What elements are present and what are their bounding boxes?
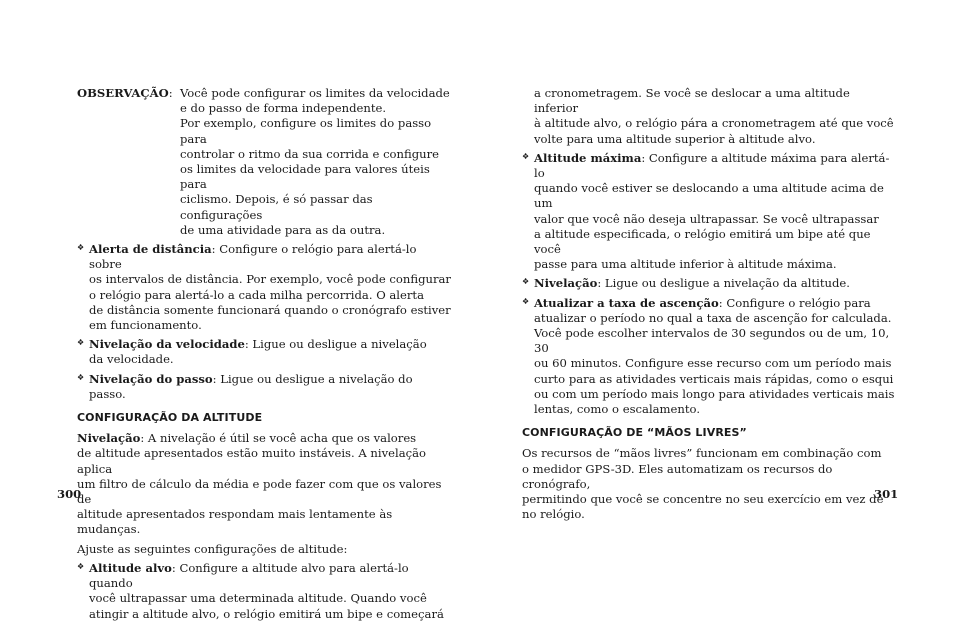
bullet-term: Atualizar a taxa de ascenção <box>534 295 719 310</box>
bullet-nivelacao-velocidade: ❖ Nivelação da velocidade: Ligue ou desligue a nivelação da velocidade. <box>77 337 452 367</box>
note-label: OBSERVAÇÃO <box>77 86 169 100</box>
bullet-line: os intervalos de distância. Por exemplo, você pode configurar <box>89 272 451 287</box>
continuation-line: a cronometragem. Se você se deslocar a uma altitude inferior <box>534 86 850 116</box>
page-number-right: 301 <box>874 487 899 501</box>
page-number-left: 300 <box>57 487 82 501</box>
bullet-line: passe para uma altitude inferior à altitude máxima. <box>534 257 837 272</box>
bullet-term: Nivelação do passo <box>89 371 213 386</box>
left-page-column <box>77 86 452 626</box>
bullet-term: Nivelação <box>534 276 598 291</box>
note-body <box>180 86 452 238</box>
diamond-bullet-icon: ❖ <box>522 296 530 306</box>
bullet-line: curto para as atividades verticais mais rápidas, como o esqui <box>534 371 894 386</box>
diamond-bullet-icon: ❖ <box>77 372 85 382</box>
bullet-taxa-ascencao: ❖ Atualizar a taxa de ascenção: Configure o relógio para atualizar o período no qual a taxa de ascenção for calculada. Você pode escolher intervalos de 30 segundos ou de um, 10, 30 ou 60 minutos. Configure esse recurso com um período mais curto para as atividades verticais mais rápidas, como o esqui ou com um período mais longo para atividades verticais mais lentas, como o escalamento. <box>522 296 897 418</box>
bullet-term: Altitude alvo <box>89 560 172 575</box>
continuation-text <box>522 86 897 147</box>
continuation-line: volte para uma altitude superior à altitude alvo. <box>534 131 816 146</box>
bullet-term: Nivelação da velocidade <box>89 337 245 352</box>
bullet-line: em funcionamento. <box>89 318 202 333</box>
bullet-term: Altitude máxima <box>534 150 642 165</box>
section-heading-altitude: CONFIGURAÇÃO DA ALTITUDE <box>77 411 263 425</box>
bullet-line: de distância somente funcionará quando o cronógrafo estiver <box>89 302 451 317</box>
bullet-altitude-maxima: ❖ Altitude máxima: Configure a altitude máxima para alertá-lo quando você estiver se deslocando a uma altitude acima de um valor que você não deseja ultrapassar. Se você ultrapassar a altitude especificada, o relógio emitirá um bipe até que você passe para uma altitude inferior à altitude máxima. <box>522 151 897 273</box>
bullet-term: Alerta de distância <box>89 242 212 257</box>
bullet-line: atingir a altitude alvo, o relógio emitirá um bipe e começará <box>89 606 444 621</box>
paragraph-nivelacao: Nivelação: A nivelação é útil se você acha que os valores de altitude apresentados estão muito instáveis. A nivelação aplica um filtro de cálculo da média e pode fazer com que os valores de altitude apresentados respondam mais lentamente às mudanças. <box>77 431 452 537</box>
paragraph-line: um filtro de cálculo da média e pode fazer com que os valores de <box>77 476 442 507</box>
bullet-line: da velocidade. <box>89 352 174 367</box>
paragraph-line: o medidor GPS-3D. Eles automatizam os recursos do cronógrafo, <box>522 461 833 491</box>
bullet-line: ou 60 minutos. Configure esse recurso com um período mais <box>534 356 892 371</box>
note-line: de uma atividade para as da outra. <box>180 222 386 237</box>
paragraph-line: permitindo que você se concentre no seu exercício em vez de <box>522 492 884 507</box>
bullet-nivelacao-passo: ❖ Nivelação do passo: Ligue ou desligue a nivelação do passo. <box>77 371 413 401</box>
continuation-line: à altitude alvo, o relógio pára a cronometragem até que você <box>534 116 894 131</box>
bullet-line: a altitude especificada, o relógio emitirá um bipe até que você <box>534 226 871 257</box>
note-line: Você pode configurar os limites da velocidade <box>180 86 450 100</box>
note-line: Por exemplo, configure os limites do passo para <box>180 116 432 146</box>
bullet-line: ou com um período mais longo para atividades verticais mais <box>534 386 895 401</box>
bullet-altitude-alvo: ❖ Altitude alvo: Configure a altitude alvo para alertá-lo quando você ultrapassar uma determinada altitude. Quando você atingir a altitude alvo, o relógio emitirá um bipe e começará <box>77 561 452 622</box>
bullet-nivelacao-altitude: ❖ Nivelação: Ligue ou desligue a nivelação da altitude. <box>522 276 850 291</box>
note-line: controlar o ritmo da sua corrida e configure <box>180 146 440 161</box>
bullet-line: você ultrapassar uma determinada altitude. Quando você <box>89 591 427 606</box>
note-line: os limites da velocidade para valores úteis para <box>180 162 430 192</box>
diamond-bullet-icon: ❖ <box>77 338 85 348</box>
right-page-column <box>522 86 897 526</box>
note-line: e do passo de forma independente. <box>180 101 387 116</box>
diamond-bullet-icon: ❖ <box>522 277 530 287</box>
bullet-line: valor que você não deseja ultrapassar. Se você ultrapassar <box>534 211 879 226</box>
diamond-bullet-icon: ❖ <box>77 561 85 571</box>
bullet-alerta-distancia: ❖ Alerta de distância: Configure o relógio para alertá-lo sobre os intervalos de distância. Por exemplo, você pode configurar o relógio para alertá-lo a cada milha percorrida. O alerta de distância somente funcionará quando o cronógrafo estiver em funcionamento. <box>77 242 451 333</box>
bullet-line: lentas, como o escalamento. <box>534 402 701 417</box>
section-heading-maos-livres: CONFIGURAÇÃO DE “MÃOS LIVRES” <box>522 426 747 440</box>
bullet-line: atualizar o período no qual a taxa de ascenção for calculada. <box>534 310 892 325</box>
paragraph-maos-livres <box>522 446 897 522</box>
bullet-line: o relógio para alertá-lo a cada milha percorrida. O alerta <box>89 287 424 302</box>
note-block: OBSERVAÇÃO: Você pode configurar os limites da velocidade e do passo de forma independente. Por exemplo, configure os limites do passo para controlar o ritmo da sua corrida e configure os limites da velocidade para valores úteis para ciclismo. Depois, é só passar das configurações de uma atividade para as da outra. <box>77 86 452 238</box>
paragraph-line: de altitude apresentados estão muito instáveis. A nivelação aplica <box>77 446 426 476</box>
paragraph-line: no relógio. <box>522 507 585 522</box>
paragraph-ajuste: Ajuste as seguintes configurações de altitude: <box>77 541 348 556</box>
note-line: ciclismo. Depois, é só passar das configurações <box>180 192 373 222</box>
paragraph-term: Nivelação <box>77 431 141 446</box>
diamond-bullet-icon: ❖ <box>522 151 530 161</box>
diamond-bullet-icon: ❖ <box>77 243 85 253</box>
bullet-line: Você pode escolher intervalos de 30 segundos ou de um, 10, 30 <box>534 326 890 356</box>
bullet-line: quando você estiver se deslocando a uma altitude acima de um <box>534 181 884 211</box>
paragraph-line: altitude apresentados respondam mais lentamente às mudanças. <box>77 507 393 537</box>
paragraph-line: Os recursos de “mãos livres” funcionam em combinação com <box>522 446 882 461</box>
